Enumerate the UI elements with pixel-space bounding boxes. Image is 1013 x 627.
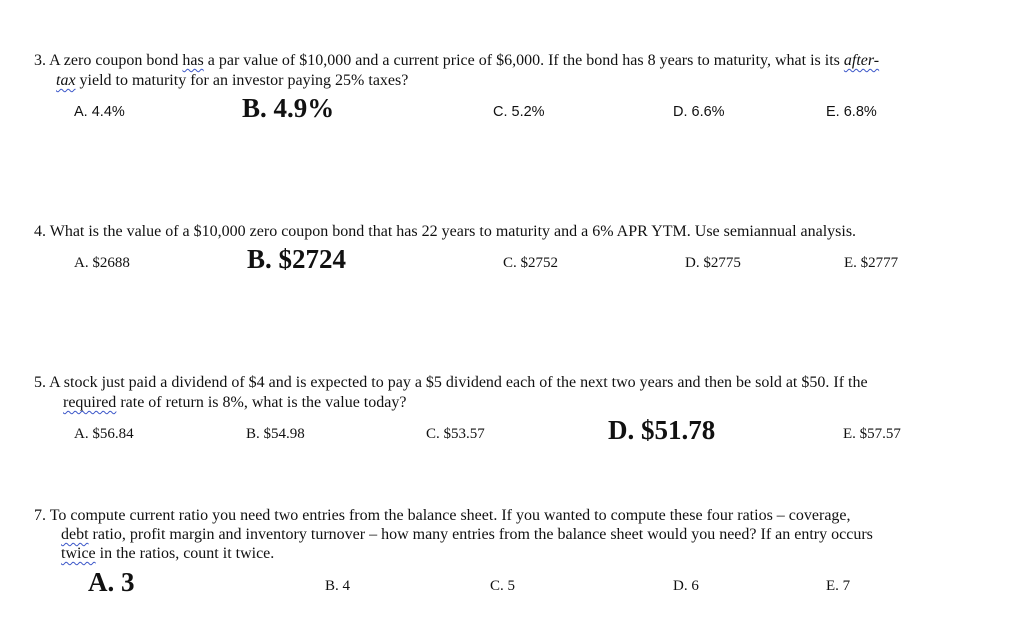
question-4-option-e: E. $2777: [844, 255, 899, 271]
question-7-line-3: [61, 545, 274, 563]
question-3-line-2: [56, 72, 408, 90]
question-3-answer-b: B. 4.9%: [242, 93, 335, 123]
question-5-option-e: E. $57.57: [843, 426, 901, 442]
text: in the ratios, count it twice.: [95, 545, 275, 562]
spell-flag-after: after-: [843, 52, 880, 69]
text: yield to maturity for an investor paying 25% taxes?: [75, 72, 409, 89]
question-3-option-a: A. 4.4%: [74, 104, 125, 120]
question-3-line-1: [34, 52, 879, 70]
question-5-line-2: [63, 394, 406, 412]
text: rate of return is 8%, what is the value today?: [116, 394, 407, 411]
question-7-option-d: D. 6: [673, 578, 699, 594]
question-7-line-1: 7. To compute current ratio you need two entries from the balance sheet. If you wanted to compute these four ratios – coverage,: [34, 507, 851, 524]
question-5-option-c: C. $53.57: [426, 426, 485, 442]
text: a par value of $10,000 and a current price of $6,000. If the bond has 8 years to maturity, what is its: [203, 52, 844, 69]
text: ratio, profit margin and inventory turnover – how many entries from the balance sheet would you need? If an entry occurs: [88, 526, 873, 543]
question-7-option-e: E. 7: [826, 578, 851, 594]
question-3-option-d: D. 6.6%: [673, 104, 725, 120]
spell-flag-required: required: [63, 394, 117, 411]
spell-flag-debt: debt: [61, 526, 89, 543]
question-5-answer-d: D. $51.78: [608, 415, 716, 445]
question-4-option-c: C. $2752: [503, 255, 559, 271]
question-4-line-1: 4. What is the value of a $10,000 zero coupon bond that has 22 years to maturity and a 6% APR YTM. Use semiannual analysis.: [34, 223, 857, 240]
question-4-answer-b: B. $2724: [247, 244, 347, 274]
text: 3. A zero coupon bond: [34, 52, 183, 69]
question-7-option-c: C. 5: [490, 578, 516, 594]
question-7-option-b: B. 4: [325, 578, 351, 594]
spell-flag-tax: tax: [56, 72, 76, 89]
question-3-option-c: C. 5.2%: [493, 104, 545, 120]
question-7-answer-a: A. 3: [88, 567, 135, 597]
question-4-option-a: A. $2688: [74, 255, 130, 271]
question-5-option-a: A. $56.84: [74, 426, 134, 442]
question-4-option-d: D. $2775: [685, 255, 741, 271]
question-5-option-b: B. $54.98: [246, 426, 305, 442]
question-5-line-1: 5. A stock just paid a dividend of $4 and is expected to pay a $5 dividend each of the next two years and then be sold at $50. If the: [34, 374, 868, 391]
question-3-option-e: E. 6.8%: [826, 104, 877, 120]
question-7-line-2: [61, 526, 873, 544]
spell-flag-twice: twice: [61, 545, 96, 562]
spell-flag-has: has: [182, 52, 204, 69]
